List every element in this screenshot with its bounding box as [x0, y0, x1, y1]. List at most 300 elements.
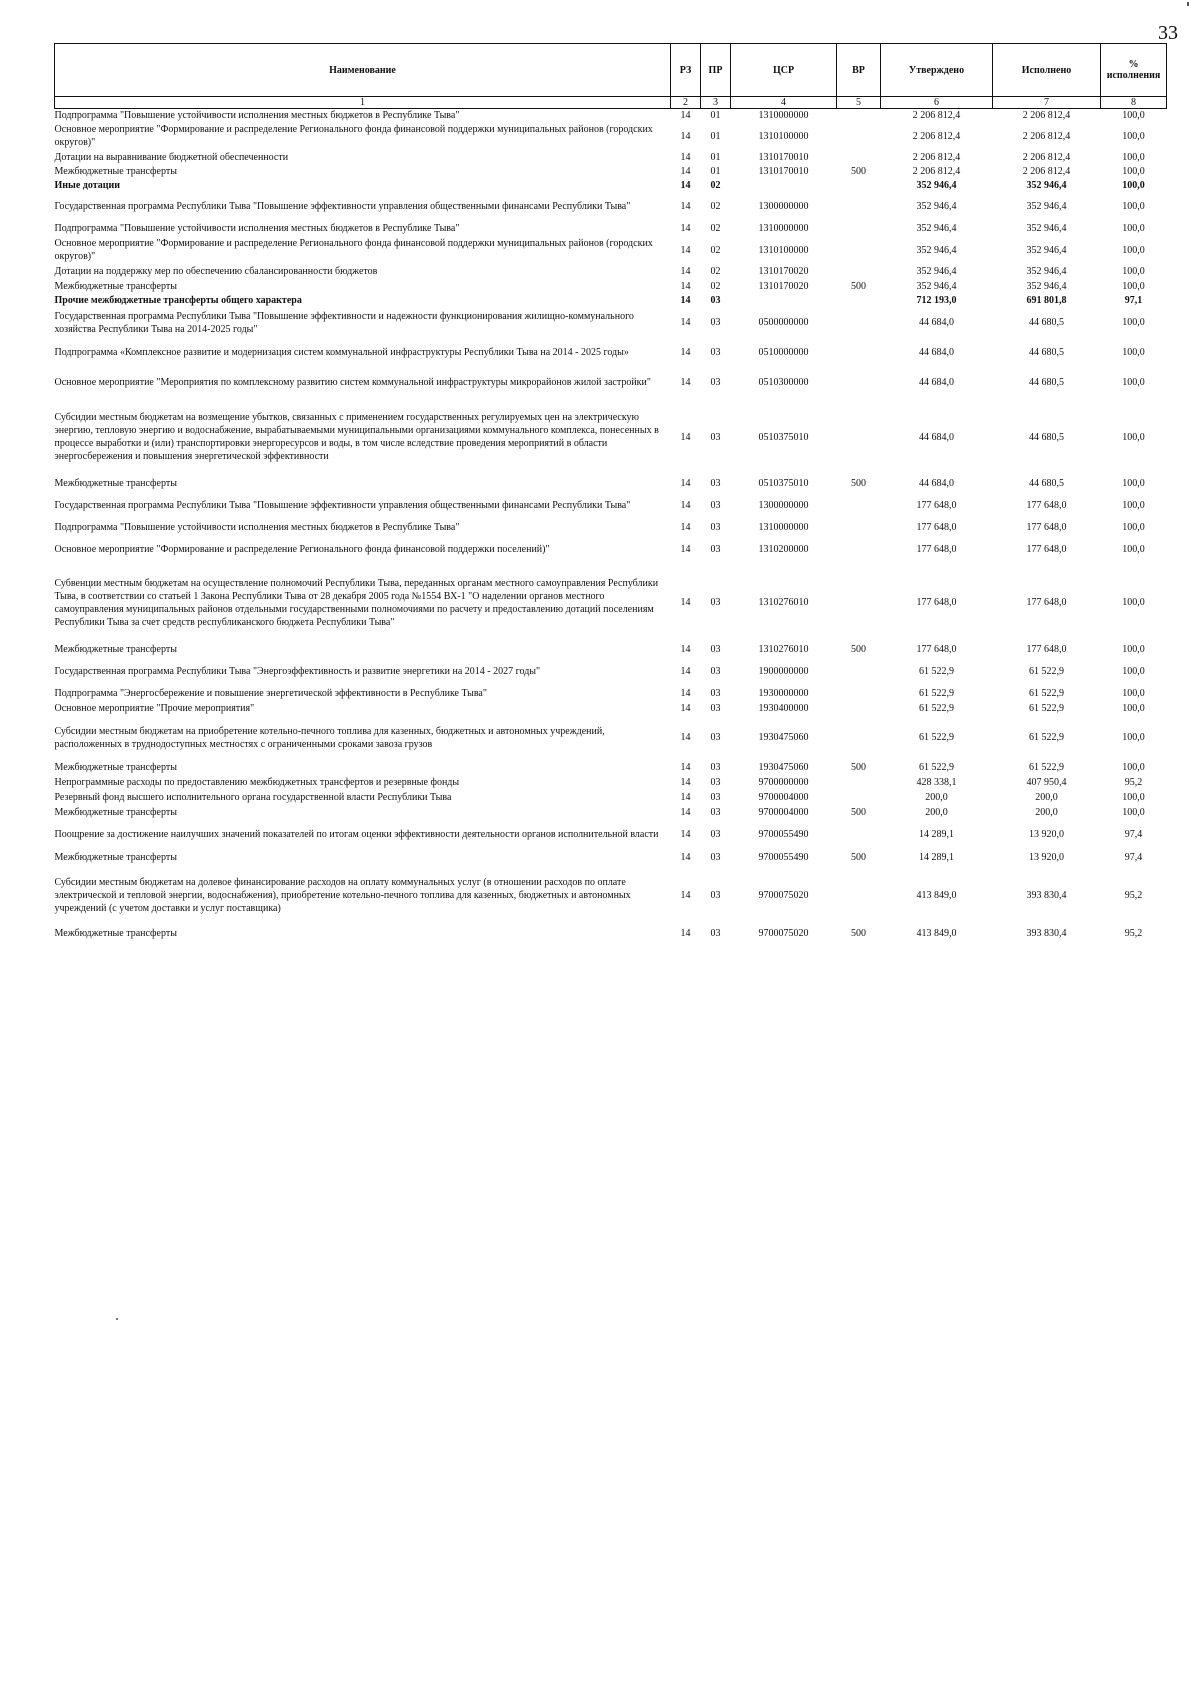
- table-row: [55, 192, 1167, 220]
- cell-percent: 100,0: [1122, 347, 1145, 358]
- cell-rz: 14: [680, 544, 691, 555]
- table-row: [55, 789, 1167, 805]
- cell-csr: 9700000000: [758, 776, 809, 788]
- cell-executed: 352 946,4: [1026, 266, 1067, 277]
- cell-csr: 9700075020: [758, 928, 809, 939]
- cell-rz: 14: [680, 499, 691, 511]
- cell-approved: 2 206 812,4: [912, 166, 961, 177]
- cell-pr: 03: [710, 791, 721, 803]
- cell-pr: 03: [710, 890, 721, 901]
- cell-vr: [837, 220, 881, 236]
- cell-percent: 100,0: [1122, 166, 1145, 177]
- cell-name: Межбюджетные трансферты: [54, 806, 177, 818]
- cell-csr: 1930475060: [758, 732, 809, 743]
- cell-rz: 14: [680, 828, 691, 840]
- cell-name: Поощрение за достижение наилучших значений показателей по итогам оценки эффективности деятельности органов исполнительной власти: [54, 828, 659, 840]
- cell-percent: 100,0: [1122, 687, 1145, 699]
- cell-approved: 352 946,4: [916, 280, 957, 292]
- cell-executed: 352 946,4: [1026, 222, 1067, 234]
- cell-executed: 2 206 812,4: [1022, 166, 1071, 177]
- cell-csr: 1310000000: [758, 110, 809, 121]
- cell-rz: 14: [680, 130, 691, 142]
- cell-approved: 177 648,0: [916, 597, 957, 608]
- cell-percent: 100,0: [1122, 110, 1145, 121]
- table-row: [55, 805, 1167, 819]
- cell-csr: 0510300000: [758, 377, 809, 388]
- column-number: 3: [701, 97, 731, 109]
- cell-pr: 02: [710, 200, 721, 212]
- cell-approved: 61 522,9: [919, 732, 954, 743]
- cell-name: Субвенции местным бюджетам на осуществление полномочий Республики Тыва, переданных органам местного самоуправления Республики Тыва, в соответствии со статьей 1 Закона Республики Тыва от 28 декабря 2005 года №1554 ВХ-1 "О наделении органов местного самоуправления муниципальных районов отдельными государственными полномочиями по расчету и предоставлению дотаций поселениям Республики Тыва за счет средств республиканского бюджета Республики Тыва": [54, 577, 659, 628]
- cell-vr: [837, 192, 881, 220]
- cell-csr: 1310000000: [758, 521, 809, 533]
- cell-rz: 14: [680, 890, 691, 901]
- cell-csr: 1310170010: [758, 166, 809, 177]
- cell-csr: 9700055490: [758, 828, 809, 840]
- cell-vr: 500: [851, 851, 866, 863]
- table-row: [55, 293, 1167, 307]
- cell-rz: 14: [680, 179, 691, 191]
- cell-rz: 14: [680, 377, 691, 388]
- cell-pr: 02: [710, 266, 721, 277]
- cell-executed: 13 920,0: [1029, 828, 1064, 840]
- cell-csr: 0510375010: [758, 478, 809, 489]
- cell-vr: [837, 685, 881, 701]
- cell-vr: [837, 178, 881, 192]
- cell-percent: 100,0: [1122, 222, 1145, 234]
- cell-name: Иные дотации: [54, 179, 121, 191]
- cell-executed: 61 522,9: [1029, 702, 1064, 714]
- cell-name: Основное мероприятие "Формирование и распределение Регионального фонда финансовой поддержки муниципальных районов (городских округов)": [54, 124, 653, 148]
- column-number: 4: [731, 97, 837, 109]
- cell-executed: 61 522,9: [1029, 687, 1064, 699]
- cell-name: Межбюджетные трансферты: [54, 851, 177, 863]
- cell-executed: 200,0: [1035, 806, 1058, 818]
- cell-rz: 14: [680, 521, 691, 533]
- cell-approved: 14 289,1: [919, 851, 954, 863]
- cell-csr: 0510375010: [758, 431, 809, 443]
- cell-rz: 14: [680, 200, 691, 212]
- cell-percent: 100,0: [1122, 317, 1145, 328]
- cell-pr: 02: [710, 222, 721, 234]
- cell-pr: 03: [710, 665, 721, 677]
- cell-csr: 1310100000: [758, 244, 809, 256]
- cell-rz: 14: [680, 152, 691, 163]
- cell-vr: 500: [851, 762, 866, 773]
- cell-csr: [731, 293, 837, 307]
- cell-csr: 1310000000: [758, 222, 809, 234]
- table-row: [55, 220, 1167, 236]
- table-row: [55, 367, 1167, 398]
- cell-name: Подпрограмма "Повышение устойчивости исполнения местных бюджетов в Республике Тыва": [54, 222, 460, 234]
- cell-rz: 14: [680, 317, 691, 328]
- table-row: [55, 264, 1167, 279]
- table-row: [55, 760, 1167, 775]
- cell-rz: 14: [680, 928, 691, 939]
- cell-pr: 03: [710, 478, 721, 489]
- table-row: [55, 519, 1167, 535]
- column-number: 8: [1101, 97, 1167, 109]
- cell-percent: 95,2: [1124, 890, 1143, 901]
- cell-vr: [837, 307, 881, 338]
- cell-pr: 03: [710, 732, 721, 743]
- cell-vr: [837, 109, 881, 123]
- cell-vr: [837, 819, 881, 849]
- cell-percent: 100,0: [1122, 377, 1145, 388]
- cell-name: Подпрограмма "Повышение устойчивости исполнения местных бюджетов в Республике Тыва": [54, 521, 460, 533]
- cell-vr: [837, 701, 881, 715]
- cell-percent: 100,0: [1122, 643, 1145, 655]
- cell-approved: 61 522,9: [919, 762, 954, 773]
- cell-csr: 1300000000: [758, 200, 809, 212]
- cell-rz: 14: [680, 431, 691, 443]
- cell-vr: 500: [851, 280, 866, 292]
- cell-vr: [837, 122, 881, 150]
- cell-rz: 14: [680, 806, 691, 818]
- cell-executed: 177 648,0: [1026, 643, 1067, 655]
- cell-rz: 14: [680, 244, 691, 256]
- cell-percent: 100,0: [1122, 200, 1145, 212]
- cell-rz: 14: [680, 222, 691, 234]
- table-row: [55, 307, 1167, 338]
- cell-approved: 44 684,0: [919, 478, 954, 489]
- cell-vr: [837, 236, 881, 264]
- cell-rz: 14: [680, 687, 691, 699]
- cell-vr: 500: [851, 643, 866, 655]
- cell-approved: 352 946,4: [916, 179, 957, 191]
- cell-pr: 02: [710, 244, 721, 256]
- cell-rz: 14: [680, 280, 691, 292]
- cell-executed: 352 946,4: [1026, 244, 1067, 256]
- cell-name: Основное мероприятие "Прочие мероприятия": [54, 702, 255, 714]
- cell-executed: 407 950,4: [1026, 776, 1067, 788]
- cell-executed: 177 648,0: [1026, 597, 1067, 608]
- cell-pr: 03: [710, 928, 721, 939]
- cell-name: Основное мероприятие "Мероприятия по комплексному развитию систем коммунальной инфраструктуры микрорайонов жилой застройки": [54, 377, 651, 388]
- cell-approved: 413 849,0: [916, 890, 957, 901]
- cell-csr: 0510000000: [758, 347, 809, 358]
- cell-name: Государственная программа Республики Тыва "Повышение эффективности и надежности функционирования жилищно-коммунального хозяйства Республики Тыва на 2014-2025 годы": [54, 310, 634, 335]
- cell-approved: 177 648,0: [916, 544, 957, 555]
- cell-executed: 393 830,4: [1026, 890, 1067, 901]
- table-row: [55, 491, 1167, 519]
- cell-pr: 02: [710, 179, 721, 191]
- cell-csr: 9700004000: [758, 791, 809, 803]
- column-number: 1: [55, 97, 671, 109]
- table-row: [55, 338, 1167, 367]
- cell-csr: 1310100000: [758, 130, 809, 142]
- cell-pr: 01: [710, 110, 721, 121]
- cell-approved: 177 648,0: [916, 521, 957, 533]
- cell-rz: 14: [680, 732, 691, 743]
- cell-vr: 500: [851, 928, 866, 939]
- cell-csr: 1930475060: [758, 762, 809, 773]
- cell-name: Основное мероприятие "Формирование и распределение Регионального фонда финансовой поддержки муниципальных районов (городских округов)": [54, 238, 653, 262]
- cell-percent: 100,0: [1122, 266, 1145, 277]
- cell-approved: 177 648,0: [916, 499, 957, 511]
- cell-approved: 44 684,0: [919, 377, 954, 388]
- cell-csr: 1930400000: [758, 702, 809, 714]
- cell-csr: 1310170010: [758, 152, 809, 163]
- cell-rz: 14: [680, 851, 691, 863]
- cell-name: Субсидии местным бюджетам на долевое финансирование расходов на оплату коммунальных услуг (в отношении расходов по оплате электрической и тепловой энергии, водоснабжения), приобретение котельно-печного топлива для казенных, бюджетных и автономных учреждений (с учетом доставки и услуг поставщика): [54, 877, 631, 914]
- cell-csr: 0500000000: [758, 317, 809, 328]
- table-row: [55, 685, 1167, 701]
- cell-percent: 100,0: [1122, 431, 1145, 443]
- budget-execution-table: [54, 43, 1166, 941]
- cell-name: Подпрограмма "Энергосбережение и повышение энергетической эффективности в Республике Тыва": [54, 687, 487, 699]
- header-executed: Исполнено: [993, 44, 1101, 97]
- table-row: [55, 865, 1167, 926]
- cell-name: Межбюджетные трансферты: [54, 762, 177, 773]
- cell-csr: 9700004000: [758, 806, 809, 818]
- cell-approved: 200,0: [925, 791, 948, 803]
- column-number: 7: [993, 97, 1101, 109]
- table-row: [55, 150, 1167, 165]
- cell-vr: [837, 293, 881, 307]
- cell-percent: 100,0: [1122, 521, 1145, 533]
- cell-approved: 352 946,4: [916, 200, 957, 212]
- cell-approved: 44 684,0: [919, 317, 954, 328]
- column-number-row: [55, 97, 1167, 109]
- table-row: [55, 122, 1167, 150]
- cell-rz: 14: [680, 665, 691, 677]
- cell-percent: 100,0: [1122, 152, 1145, 163]
- table-row: [55, 701, 1167, 715]
- header-approved: Утверждено: [881, 44, 993, 97]
- cell-csr: 1930000000: [758, 687, 809, 699]
- cell-pr: 02: [710, 280, 721, 292]
- cell-approved: 61 522,9: [919, 665, 954, 677]
- cell-executed: 2 206 812,4: [1022, 110, 1071, 121]
- cell-approved: 177 648,0: [916, 643, 957, 655]
- cell-percent: 100,0: [1122, 806, 1145, 818]
- cell-name: Государственная программа Республики Тыва "Повышение эффективности управления общественными финансами Республики Тыва": [54, 200, 631, 212]
- cell-rz: 14: [680, 597, 691, 608]
- cell-rz: 14: [680, 347, 691, 358]
- cell-percent: 100,0: [1122, 244, 1145, 256]
- scan-mark: [1187, 2, 1189, 6]
- cell-executed: 44 680,5: [1029, 431, 1064, 443]
- cell-rz: 14: [680, 702, 691, 714]
- cell-pr: 03: [710, 521, 721, 533]
- cell-pr: 03: [710, 544, 721, 555]
- cell-name: Государственная программа Республики Тыва "Повышение эффективности управления общественными финансами Республики Тыва": [54, 499, 631, 511]
- cell-name: Межбюджетные трансферты: [54, 280, 177, 292]
- cell-percent: 97,1: [1124, 294, 1143, 306]
- cell-executed: 44 680,5: [1029, 377, 1064, 388]
- cell-percent: 100,0: [1122, 702, 1145, 714]
- cell-pr: 03: [710, 762, 721, 773]
- table-row: [55, 279, 1167, 293]
- cell-rz: 14: [680, 478, 691, 489]
- cell-csr: 1310276010: [758, 597, 809, 608]
- page-number: 33: [1158, 22, 1178, 44]
- table-row: [55, 476, 1167, 491]
- cell-approved: 352 946,4: [916, 222, 957, 234]
- table-row: [55, 535, 1167, 564]
- cell-vr: [837, 398, 881, 476]
- cell-approved: 352 946,4: [916, 244, 957, 256]
- cell-percent: 100,0: [1122, 762, 1145, 773]
- cell-csr: 9700075020: [758, 890, 809, 901]
- cell-executed: 177 648,0: [1026, 499, 1067, 511]
- cell-executed: 691 801,8: [1026, 294, 1067, 306]
- cell-percent: 100,0: [1122, 499, 1145, 511]
- cell-rz: 14: [680, 166, 691, 177]
- cell-executed: 44 680,5: [1029, 317, 1064, 328]
- cell-pr: 03: [710, 377, 721, 388]
- cell-vr: [837, 519, 881, 535]
- cell-rz: 14: [680, 294, 691, 306]
- cell-vr: [837, 789, 881, 805]
- cell-percent: 100,0: [1122, 544, 1145, 555]
- cell-pr: 03: [710, 643, 721, 655]
- cell-rz: 14: [680, 776, 691, 788]
- cell-csr: 1310170020: [758, 280, 809, 292]
- table-row: [55, 109, 1167, 123]
- cell-pr: 03: [710, 597, 721, 608]
- cell-csr: 1300000000: [758, 499, 809, 511]
- header-csr: ЦСР: [731, 44, 837, 97]
- cell-csr: 1310170020: [758, 266, 809, 277]
- table-row: [55, 178, 1167, 192]
- cell-approved: 428 338,1: [916, 776, 957, 788]
- cell-pr: 01: [710, 130, 721, 142]
- cell-executed: 13 920,0: [1029, 851, 1064, 863]
- cell-approved: 44 684,0: [919, 431, 954, 443]
- cell-pr: 03: [710, 431, 721, 443]
- cell-approved: 61 522,9: [919, 702, 954, 714]
- cell-pr: 03: [710, 828, 721, 840]
- cell-name: Дотации на поддержку мер по обеспечению сбалансированности бюджетов: [54, 266, 378, 277]
- cell-pr: 03: [710, 851, 721, 863]
- cell-pr: 01: [710, 152, 721, 163]
- cell-vr: 500: [851, 478, 866, 489]
- cell-executed: 352 946,4: [1026, 200, 1067, 212]
- cell-approved: 61 522,9: [919, 687, 954, 699]
- cell-pr: 03: [710, 702, 721, 714]
- cell-name: Субсидии местным бюджетам на возмещение убытков, связанных с применением государственных регулируемых цен на электрическую энергию, тепловую энергию и водоснабжение, вырабатываемыми муниципальными организациями коммунального комплекса, понесенных в процессе выработки и (или) транспортировки энергоресурсов и воды, в том числе вследствие проведения мероприятий в области энергосбережения и повышения энергетической эффективности: [54, 412, 659, 462]
- column-number: 2: [671, 97, 701, 109]
- cell-vr: [837, 338, 881, 367]
- cell-name: Прочие межбюджетные трансферты общего характера: [54, 294, 302, 306]
- cell-pr: 01: [710, 166, 721, 177]
- cell-name: Межбюджетные трансферты: [54, 478, 177, 489]
- table-row: [55, 926, 1167, 941]
- cell-name: Дотации на выравнивание бюджетной обеспеченности: [54, 152, 289, 163]
- cell-executed: 352 946,4: [1026, 179, 1067, 191]
- header-pr: ПР: [701, 44, 731, 97]
- cell-percent: 95,2: [1124, 776, 1143, 788]
- cell-percent: 97,4: [1124, 828, 1143, 840]
- header-percent: % исполнения: [1101, 44, 1167, 97]
- cell-rz: 14: [680, 791, 691, 803]
- cell-executed: 393 830,4: [1026, 928, 1067, 939]
- cell-approved: 352 946,4: [916, 266, 957, 277]
- table-row: [55, 819, 1167, 849]
- cell-percent: 100,0: [1122, 280, 1145, 292]
- cell-executed: 61 522,9: [1029, 762, 1064, 773]
- table-row: [55, 398, 1167, 476]
- cell-percent: 100,0: [1122, 665, 1145, 677]
- cell-executed: 2 206 812,4: [1022, 152, 1071, 163]
- cell-vr: [837, 535, 881, 564]
- header-rz: РЗ: [671, 44, 701, 97]
- cell-percent: 100,0: [1122, 478, 1145, 489]
- table-body: [55, 109, 1167, 942]
- cell-name: Подпрограмма «Комплексное развитие и модернизация систем коммунальной инфраструктуры Республики Тыва на 2014 - 2025 годы»: [54, 347, 629, 358]
- cell-csr: [731, 178, 837, 192]
- cell-approved: 2 206 812,4: [912, 110, 961, 121]
- cell-pr: 03: [710, 806, 721, 818]
- cell-approved: 44 684,0: [919, 347, 954, 358]
- cell-pr: 03: [710, 499, 721, 511]
- cell-executed: 200,0: [1035, 791, 1058, 803]
- cell-executed: 352 946,4: [1026, 280, 1067, 292]
- cell-percent: 97,4: [1124, 851, 1143, 863]
- cell-vr: [837, 564, 881, 641]
- cell-percent: 100,0: [1122, 130, 1145, 142]
- cell-name: Межбюджетные трансферты: [54, 928, 177, 939]
- cell-percent: 100,0: [1122, 732, 1145, 743]
- table-row: [55, 564, 1167, 641]
- cell-approved: 200,0: [925, 806, 948, 818]
- cell-executed: 44 680,5: [1029, 347, 1064, 358]
- cell-vr: [837, 657, 881, 685]
- cell-name: Резервный фонд высшего исполнительного органа государственной власти Республики Тыва: [54, 791, 452, 803]
- cell-vr: 500: [851, 166, 866, 177]
- cell-vr: [837, 264, 881, 279]
- cell-percent: 100,0: [1122, 791, 1145, 803]
- cell-name: Непрограммные расходы по предоставлению межбюджетных трансфертов и резервные фонды: [54, 776, 460, 788]
- cell-rz: 14: [680, 266, 691, 277]
- cell-rz: 14: [680, 643, 691, 655]
- cell-executed: 177 648,0: [1026, 544, 1067, 555]
- cell-name: Основное мероприятие "Формирование и распределение Регионального фонда финансовой поддержки поселений)": [54, 544, 550, 555]
- column-number: 6: [881, 97, 993, 109]
- table-row: [55, 641, 1167, 657]
- cell-approved: 14 289,1: [919, 828, 954, 840]
- cell-vr: 500: [851, 806, 866, 818]
- cell-executed: 44 680,5: [1029, 478, 1064, 489]
- cell-approved: 413 849,0: [916, 928, 957, 939]
- cell-vr: [837, 150, 881, 165]
- cell-pr: 03: [710, 776, 721, 788]
- cell-pr: 03: [710, 294, 721, 306]
- table-row: [55, 165, 1167, 178]
- cell-approved: 2 206 812,4: [912, 152, 961, 163]
- header-row: [55, 44, 1167, 97]
- column-number: 5: [837, 97, 881, 109]
- cell-vr: [837, 715, 881, 760]
- table-row: [55, 849, 1167, 865]
- cell-name: Государственная программа Республики Тыва "Энергоэффективность и развитие энергетики на 2014 - 2027 годы": [54, 665, 541, 677]
- cell-rz: 14: [680, 762, 691, 773]
- header-name: Наименование: [55, 44, 671, 97]
- cell-name: Межбюджетные трансферты: [54, 166, 177, 177]
- cell-vr: [837, 775, 881, 789]
- cell-executed: 61 522,9: [1029, 665, 1064, 677]
- cell-approved: 712 193,0: [916, 294, 957, 306]
- cell-csr: 1310200000: [758, 544, 809, 555]
- cell-name: Подпрограмма "Повышение устойчивости исполнения местных бюджетов в Республике Тыва": [54, 110, 460, 121]
- cell-executed: 177 648,0: [1026, 521, 1067, 533]
- cell-executed: 61 522,9: [1029, 732, 1064, 743]
- cell-executed: 2 206 812,4: [1022, 130, 1071, 142]
- cell-csr: 1310276010: [758, 643, 809, 655]
- table-row: [55, 715, 1167, 760]
